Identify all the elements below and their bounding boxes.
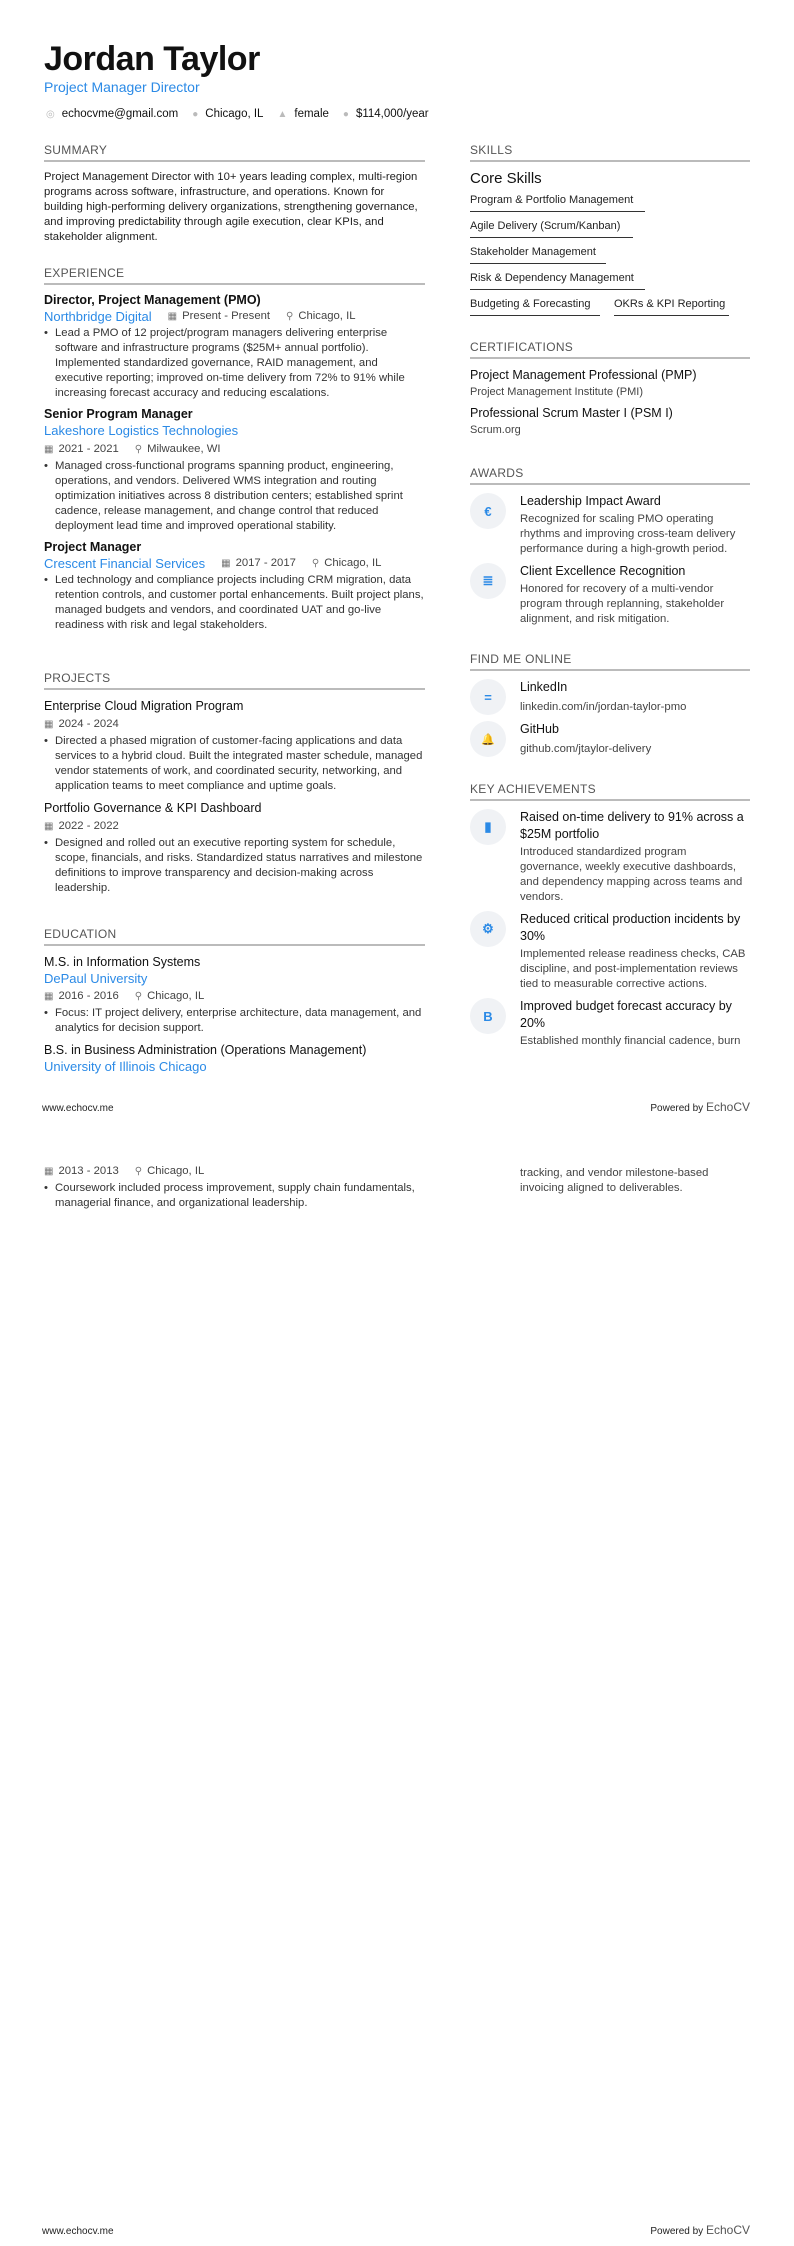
- cert-name: Professional Scrum Master I (PSM I): [470, 406, 673, 420]
- certifications-section: [470, 340, 750, 443]
- dates: 2016 - 2016: [58, 990, 119, 1002]
- bullet: • Coursework included process improvement, supply chain fundamentals, managerial finance, and organizational leadership.: [44, 1181, 425, 1211]
- job-role: Project Manager: [44, 540, 142, 554]
- calendar-icon: ▦: [44, 991, 54, 1002]
- document-icon: ▮: [470, 809, 506, 845]
- job-location: Milwaukee, WI: [147, 443, 221, 455]
- footer-site[interactable]: www.echocv.me: [42, 1103, 114, 1114]
- candidate-name: Jordan Taylor: [44, 40, 260, 78]
- section-heading: CERTIFICATIONS: [470, 340, 750, 359]
- award-title: Leadership Impact Award: [520, 494, 661, 508]
- calendar-icon: ▦: [167, 311, 178, 322]
- bell-icon: 🔔: [470, 721, 506, 757]
- dates: 2022 - 2022: [58, 820, 119, 832]
- summary-text: Project Management Director with 10+ years leading complex, multi-region programs across software, infrastructure, and operations. Known for building high-performing delivery organizations, strengthening governance, and improving predictability through agile execution, clear KPIs, and stakeholder alignment.: [44, 171, 418, 243]
- achievement-title: Reduced critical production incidents by 30%: [520, 912, 741, 943]
- at-icon: ◎: [46, 108, 55, 120]
- bullet: • Designed and rolled out an executive reporting system for schedule, scope, financials, and risks. Standardized status narratives and milestone definitions to improve transparency and decision-making across leadership.: [44, 836, 425, 896]
- achievement-desc: tracking, and vendor milestone-based invoicing aligned to deliverables.: [520, 1167, 709, 1194]
- calendar-icon: ▦: [44, 719, 54, 730]
- bullet: • Managed cross-functional programs spanning product, engineering, operations, and vendors. Delivered WMS integration and routing optimization initiatives across 8 distribution centers; established sprint cadence, release management, and change control that reduced deployment lead time and improved operational stability.: [44, 459, 425, 534]
- school: University of Illinois Chicago: [44, 1059, 207, 1074]
- school: DePaul University: [44, 971, 148, 986]
- location-icon: ⚲: [286, 311, 294, 322]
- achievements-section: [470, 782, 750, 1055]
- skill-tag: Risk & Dependency Management: [470, 269, 645, 290]
- achievement-desc-continued: [520, 1164, 750, 1196]
- job-title: Project Manager Director: [44, 79, 200, 95]
- location-icon: ⚲: [134, 991, 143, 1002]
- section-heading: PROJECTS: [44, 671, 425, 690]
- calendar-icon: ▦: [44, 821, 54, 832]
- brand-name: EchoCV: [705, 2223, 750, 2237]
- location-icon: ⚲: [311, 558, 320, 569]
- calendar-icon: ▦: [44, 444, 54, 455]
- location-icon: ⚲: [134, 444, 143, 455]
- achievement-desc: Established monthly financial cadence, burn: [520, 1035, 741, 1047]
- achievement-title: Raised on-time delivery to 91% across a $25M portfolio: [520, 810, 744, 841]
- cert-name: Project Management Professional (PMP): [470, 368, 697, 382]
- location-icon: ⚲: [134, 1166, 143, 1177]
- job-role: Senior Program Manager: [44, 407, 193, 421]
- dates: 2021 - 2021: [58, 443, 119, 455]
- awards-section: [470, 466, 750, 633]
- skill-tag: Agile Delivery (Scrum/Kanban): [470, 217, 633, 238]
- achievement-title: Improved budget forecast accuracy by 20%: [520, 999, 732, 1030]
- calendar-icon: ▦: [44, 1166, 54, 1177]
- job-location: Chicago, IL: [324, 557, 382, 569]
- award-title: Client Excellence Recognition: [520, 564, 686, 578]
- cert-issuer: Scrum.org: [470, 424, 521, 436]
- degree: M.S. in Information Systems: [44, 955, 201, 969]
- dates: 2017 - 2017: [235, 557, 296, 569]
- education-continued: [44, 1162, 425, 1217]
- award-desc: Honored for recovery of a multi-vendor program through replanning, stakeholder alignment, and risk mitigation.: [520, 583, 725, 625]
- award-desc: Recognized for scaling PMO operating rhythms and improving cross-team delivery performance during a high-growth period.: [520, 513, 736, 555]
- summary-section: [44, 143, 425, 245]
- dates: 2013 - 2013: [58, 1165, 119, 1177]
- dates: 2024 - 2024: [58, 718, 119, 730]
- dates: Present - Present: [182, 310, 271, 322]
- job-entry: [44, 293, 425, 401]
- footer-powered: [650, 1100, 750, 1114]
- achievement-desc: Introduced standardized program governance, weekly executive dashboards, and dependency mapping across teams and vendors.: [520, 846, 743, 903]
- salary: $114,000/year: [355, 108, 429, 120]
- profile-title: GitHub: [520, 722, 559, 736]
- location-icon: ●: [192, 108, 199, 120]
- profile-link[interactable]: github.com/jtaylor-delivery: [520, 743, 652, 755]
- education-section: [44, 927, 425, 1075]
- skill-tag: Stakeholder Management: [470, 243, 606, 264]
- list-icon: ≣: [470, 563, 506, 599]
- powered-by-label: Powered by: [650, 2226, 704, 2237]
- section-heading: EXPERIENCE: [44, 266, 425, 285]
- powered-by-label: Powered by: [650, 1103, 704, 1114]
- linkedin-icon: =: [470, 679, 506, 715]
- calendar-icon: ▦: [221, 558, 231, 569]
- skill-tag: OKRs & KPI Reporting: [614, 295, 729, 316]
- person-icon: ▲: [277, 108, 288, 120]
- company: Northbridge Digital: [44, 309, 152, 324]
- euro-icon: €: [470, 493, 506, 529]
- online-section: [470, 652, 750, 763]
- contact-row: [46, 108, 435, 120]
- section-heading: AWARDS: [470, 466, 750, 485]
- edu-location: Chicago, IL: [147, 990, 205, 1002]
- location: Chicago, IL: [205, 108, 264, 120]
- section-heading: KEY ACHIEVEMENTS: [470, 782, 750, 801]
- job-entry: [44, 540, 425, 633]
- skills-section: [470, 143, 750, 321]
- profile-link[interactable]: linkedin.com/in/jordan-taylor-pmo: [520, 701, 687, 713]
- footer-powered: [650, 2223, 750, 2237]
- section-heading: FIND ME ONLINE: [470, 652, 750, 671]
- edu-location: Chicago, IL: [147, 1165, 205, 1177]
- company: Lakeshore Logistics Technologies: [44, 423, 239, 438]
- gear-icon: ⚙: [470, 911, 506, 947]
- skill-tag: Program & Portfolio Management: [470, 191, 645, 212]
- section-heading: SKILLS: [470, 143, 750, 162]
- company: Crescent Financial Services: [44, 556, 206, 571]
- project-title: Enterprise Cloud Migration Program: [44, 699, 244, 713]
- b-letter-icon: B: [470, 998, 506, 1034]
- bullet: • Directed a phased migration of customer-facing applications and data services to a hybrid cloud. Built the integrated master schedule, managed vendor statements of work, and coordinated security, networking, and application teams to meet compliance and uptime goals.: [44, 734, 425, 794]
- bullet: • Led technology and compliance projects including CRM migration, data retention controls, and customer portal enhancements. Built project plans, managed budgets and vendors, and coordinated UAT and go-live readiness with risk and legal stakeholders.: [44, 573, 425, 633]
- profile-title: LinkedIn: [520, 680, 568, 694]
- project-title: Portfolio Governance & KPI Dashboard: [44, 801, 262, 815]
- projects-section: [44, 671, 425, 902]
- achievement-desc: Implemented release readiness checks, CAB discipline, and post-implementation reviews tied to measurable corrective actions.: [520, 948, 746, 990]
- email[interactable]: echocvme@gmail.com: [61, 108, 179, 120]
- skill-group-title: Core Skills: [470, 170, 542, 187]
- section-heading: SUMMARY: [44, 143, 425, 162]
- footer-site[interactable]: www.echocv.me: [42, 2226, 114, 2237]
- degree: B.S. in Business Administration (Operations Management): [44, 1043, 367, 1057]
- job-role: Director, Project Management (PMO): [44, 293, 261, 307]
- dollar-icon: ●: [342, 108, 349, 120]
- section-heading: EDUCATION: [44, 927, 425, 946]
- brand-name: EchoCV: [705, 1100, 750, 1114]
- experience-section: [44, 266, 425, 639]
- skill-tag: Budgeting & Forecasting: [470, 295, 600, 316]
- bullet: • Lead a PMO of 12 project/program managers delivering enterprise software and infrastructure programs ($25M+ annual portfolio). Implemented standardized governance, RAID management, and executive reporting; improved on-time delivery from 72% to 91% while increasing forecast accuracy and reducing escalations.: [44, 326, 425, 401]
- job-entry: [44, 407, 425, 534]
- bullet: • Focus: IT project delivery, enterprise architecture, data management, and analytics for decision support.: [44, 1006, 425, 1036]
- job-location: Chicago, IL: [298, 310, 356, 322]
- gender: female: [294, 108, 329, 120]
- cert-issuer: Project Management Institute (PMI): [470, 386, 644, 398]
